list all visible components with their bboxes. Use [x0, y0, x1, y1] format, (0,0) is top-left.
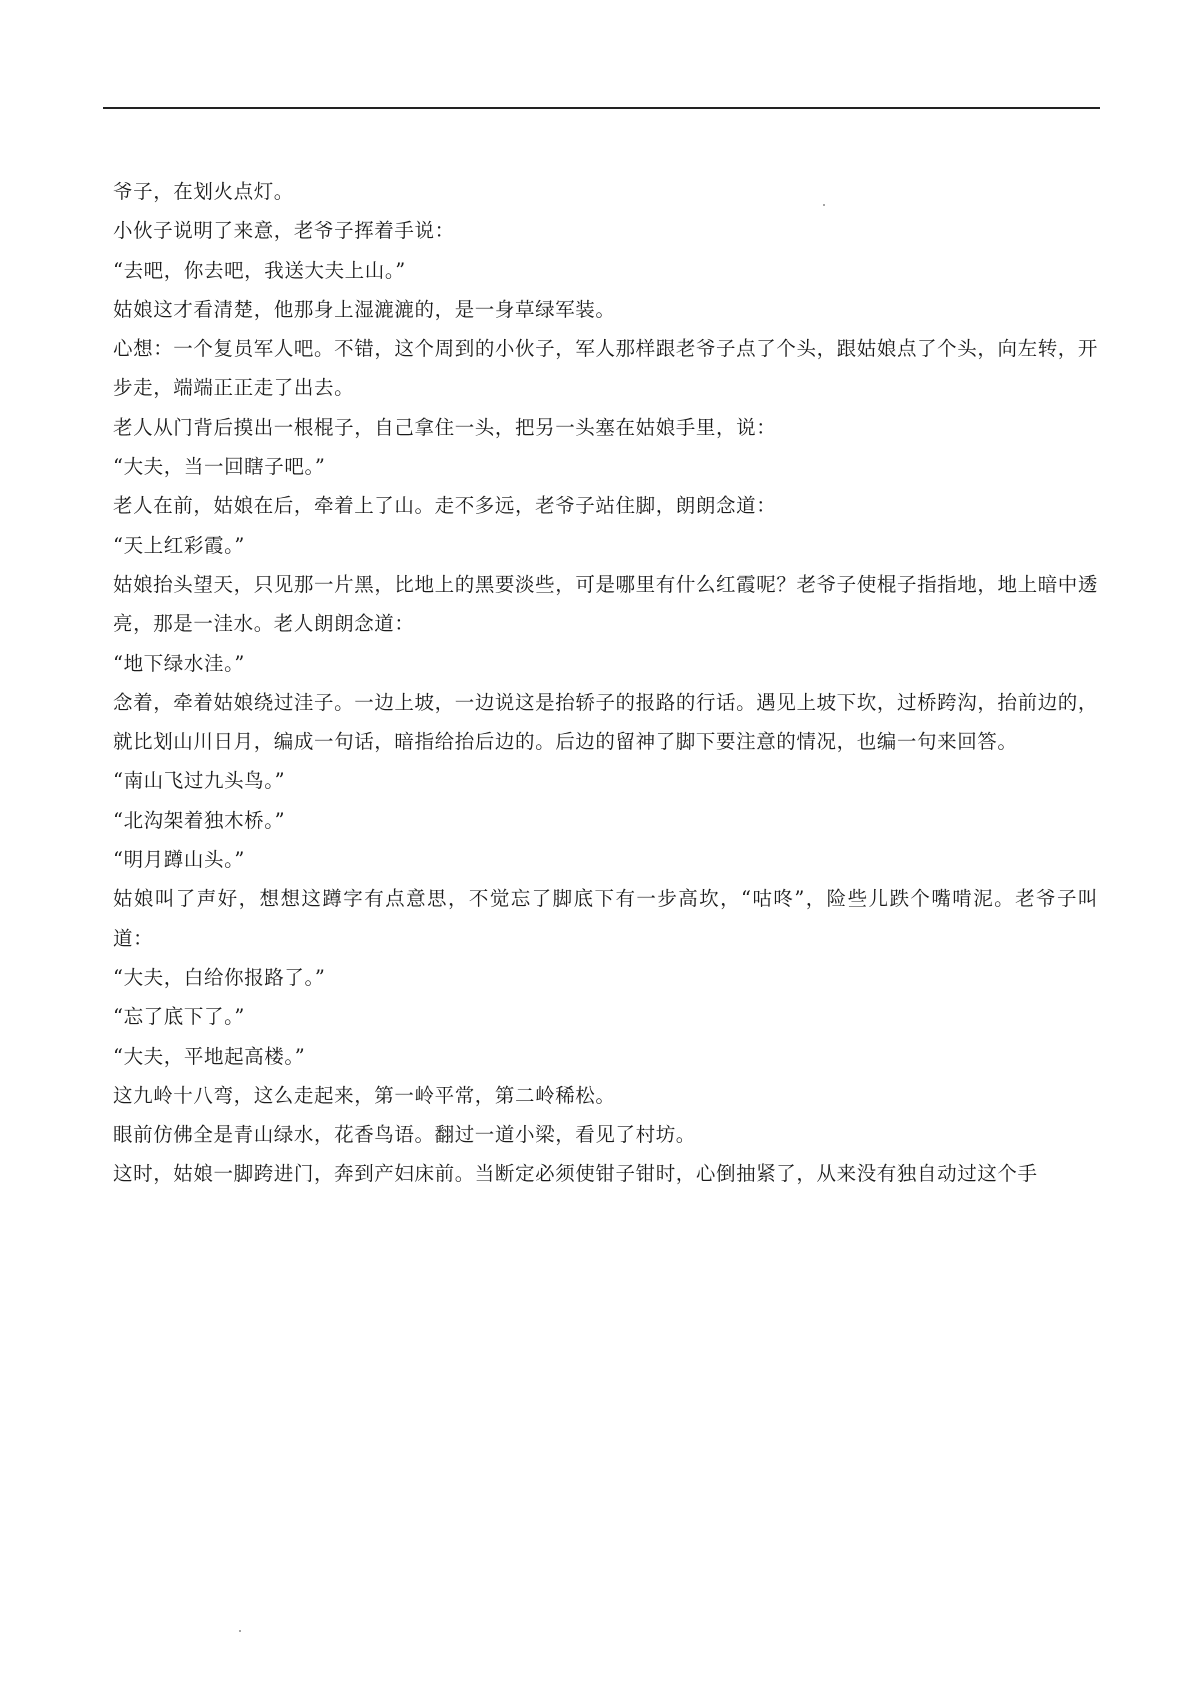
dialogue-line: “大夫，白给你报路了。” — [113, 965, 326, 989]
dialogue-line: “大夫，当一回瞎子吧。” — [113, 455, 326, 479]
story-text — [113, 172, 1098, 1194]
paragraph: 老人从门背后摸出一根棍子，自己拿住一头，把另一头塞在姑娘手里，说： — [113, 415, 777, 439]
dialogue-line: “明月蹲山头。” — [113, 848, 245, 872]
paragraph: 这九岭十八弯，这么走起来，第一岭平常，第二岭稀松。 — [113, 1083, 616, 1107]
dialogue-line: “忘了底下了。” — [113, 1005, 245, 1029]
paragraph: 老人在前，姑娘在后，牵着上了山。走不多远，老爷子站住脚，朗朗念道： — [113, 494, 777, 518]
paragraph: 念着，牵着姑娘绕过洼子。一边上坡，一边说这是抬轿子的报路的行话。遇见上坡下坎，过桥跨沟，抬前边的，就比划山川日月，编成一句话，暗指给抬后边的。后边的留神了脚下要注意的情况，也编一句来回答。 — [113, 690, 1098, 754]
dialogue-line: “天上红彩霞。” — [113, 533, 245, 557]
paragraph: 姑娘叫了声好，想想这蹲字有点意思，不觉忘了脚底下有一步高坎，“咕咚”，险些儿跌个嘴啃泥。老爷子叫道： — [113, 887, 1098, 950]
paragraph: 姑娘抬头望天，只见那一片黑，比地上的黑要淡些，可是哪里有什么红霞呢？老爷子使棍子指指地，地上暗中透亮，那是一洼水。老人朗朗念道： — [113, 572, 1098, 636]
dialogue-line: “地下绿水洼。” — [113, 651, 245, 675]
dialogue-line: “大夫，平地起高楼。” — [113, 1044, 306, 1068]
paragraph: 爷子，在划火点灯。 — [113, 180, 294, 203]
dialogue-line: “南山飞过九头鸟。” — [113, 769, 286, 793]
scan-speck — [239, 1630, 241, 1632]
paragraph: 小伙子说明了来意，老爷子挥着手说： — [113, 219, 455, 243]
dialogue-line: “去吧，你去吧，我送大夫上山。” — [113, 258, 406, 282]
paragraph: 眼前仿佛全是青山绿水，花香鸟语。翻过一道小梁，看见了村坊。 — [113, 1123, 696, 1147]
header-rule — [103, 107, 1100, 109]
paragraph: 这时，姑娘一脚跨进门，奔到产妇床前。当断定必须使钳子钳时，心倒抽紧了，从来没有独自动过这个手 — [113, 1162, 1038, 1186]
paragraph: 姑娘这才看清楚，他那身上湿漉漉的，是一身草绿军装。 — [113, 297, 616, 321]
paragraph: 心想：一个复员军人吧。不错，这个周到的小伙子，军人那样跟老爷子点了个头，跟姑娘点了个头，向左转，开步走，端端正正走了出去。 — [113, 337, 1098, 400]
dialogue-line: “北沟架着独木桥。” — [113, 808, 286, 832]
